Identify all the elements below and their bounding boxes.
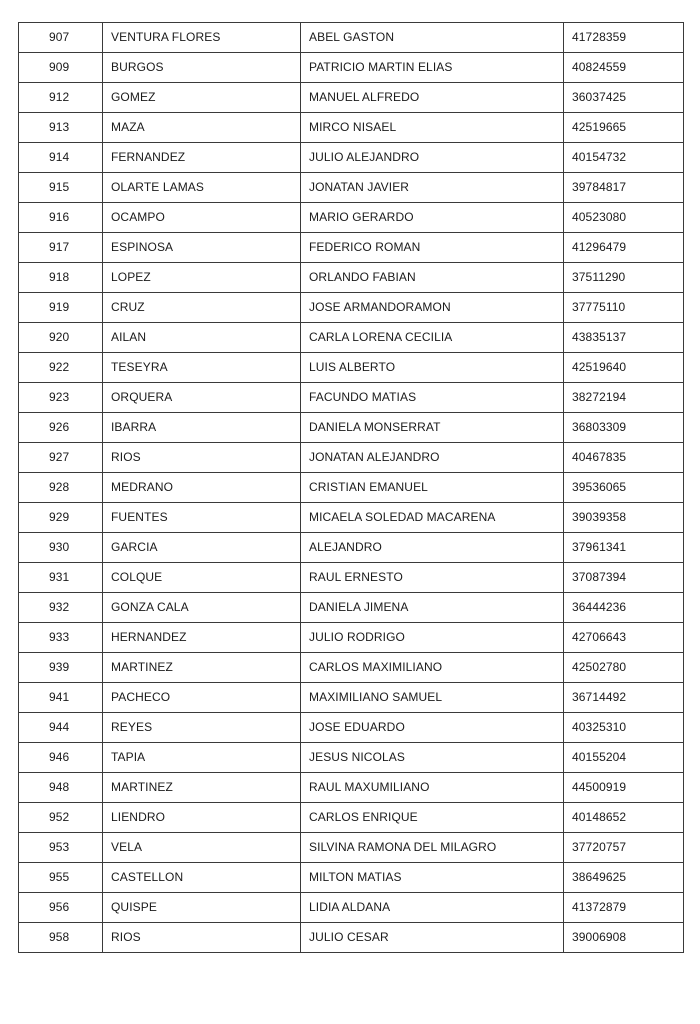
row-number-cell: 918 — [19, 263, 103, 293]
row-number-cell: 917 — [19, 233, 103, 263]
table-row — [19, 923, 684, 953]
row-number-cell: 922 — [19, 353, 103, 383]
row-number-cell: 946 — [19, 743, 103, 773]
row-number-cell: 955 — [19, 863, 103, 893]
dni-cell: 38272194 — [564, 383, 684, 413]
row-number-cell: 939 — [19, 653, 103, 683]
row-number-cell: 958 — [19, 923, 103, 953]
given-names-cell: JOSE EDUARDO — [301, 713, 564, 743]
table-row — [19, 53, 684, 83]
surname-cell: CRUZ — [103, 293, 301, 323]
table-row — [19, 293, 684, 323]
row-number-cell: 909 — [19, 53, 103, 83]
surname-cell: GOMEZ — [103, 83, 301, 113]
surname-cell: VENTURA FLORES — [103, 23, 301, 53]
table-row — [19, 683, 684, 713]
given-names-cell: MANUEL ALFREDO — [301, 83, 564, 113]
given-names-cell: RAUL MAXUMILIANO — [301, 773, 564, 803]
table-row — [19, 773, 684, 803]
row-number-cell: 913 — [19, 113, 103, 143]
row-number-cell: 933 — [19, 623, 103, 653]
surname-cell: OCAMPO — [103, 203, 301, 233]
given-names-cell: ALEJANDRO — [301, 533, 564, 563]
dni-cell: 38649625 — [564, 863, 684, 893]
given-names-cell: MILTON MATIAS — [301, 863, 564, 893]
surname-cell: VELA — [103, 833, 301, 863]
given-names-cell: ORLANDO FABIAN — [301, 263, 564, 293]
given-names-cell: LIDIA ALDANA — [301, 893, 564, 923]
surname-cell: MARTINEZ — [103, 773, 301, 803]
dni-cell: 40467835 — [564, 443, 684, 473]
dni-cell: 37087394 — [564, 563, 684, 593]
table-row — [19, 653, 684, 683]
surname-cell: MARTINEZ — [103, 653, 301, 683]
table-row — [19, 83, 684, 113]
surname-cell: COLQUE — [103, 563, 301, 593]
row-number-cell: 927 — [19, 443, 103, 473]
dni-cell: 36803309 — [564, 413, 684, 443]
dni-cell: 41728359 — [564, 23, 684, 53]
table-row — [19, 713, 684, 743]
row-number-cell: 907 — [19, 23, 103, 53]
dni-cell: 37961341 — [564, 533, 684, 563]
given-names-cell: FEDERICO ROMAN — [301, 233, 564, 263]
surname-cell: RIOS — [103, 443, 301, 473]
table-row — [19, 323, 684, 353]
row-number-cell: 926 — [19, 413, 103, 443]
row-number-cell: 912 — [19, 83, 103, 113]
table-row — [19, 173, 684, 203]
roster-body — [19, 23, 684, 953]
row-number-cell: 923 — [19, 383, 103, 413]
dni-cell: 39006908 — [564, 923, 684, 953]
given-names-cell: MARIO GERARDO — [301, 203, 564, 233]
table-row — [19, 803, 684, 833]
row-number-cell: 932 — [19, 593, 103, 623]
given-names-cell: JONATAN ALEJANDRO — [301, 443, 564, 473]
dni-cell: 39536065 — [564, 473, 684, 503]
row-number-cell: 928 — [19, 473, 103, 503]
table-row — [19, 563, 684, 593]
surname-cell: LIENDRO — [103, 803, 301, 833]
given-names-cell: JULIO RODRIGO — [301, 623, 564, 653]
table-row — [19, 533, 684, 563]
row-number-cell: 930 — [19, 533, 103, 563]
surname-cell: LOPEZ — [103, 263, 301, 293]
table-row — [19, 623, 684, 653]
surname-cell: GONZA CALA — [103, 593, 301, 623]
dni-cell: 43835137 — [564, 323, 684, 353]
row-number-cell: 919 — [19, 293, 103, 323]
surname-cell: CASTELLON — [103, 863, 301, 893]
row-number-cell: 953 — [19, 833, 103, 863]
dni-cell: 36714492 — [564, 683, 684, 713]
table-row — [19, 113, 684, 143]
row-number-cell: 952 — [19, 803, 103, 833]
surname-cell: REYES — [103, 713, 301, 743]
given-names-cell: JULIO ALEJANDRO — [301, 143, 564, 173]
surname-cell: AILAN — [103, 323, 301, 353]
row-number-cell: 944 — [19, 713, 103, 743]
given-names-cell: CARLOS ENRIQUE — [301, 803, 564, 833]
roster-table — [18, 22, 684, 953]
dni-cell: 36037425 — [564, 83, 684, 113]
surname-cell: PACHECO — [103, 683, 301, 713]
dni-cell: 37775110 — [564, 293, 684, 323]
row-number-cell: 948 — [19, 773, 103, 803]
surname-cell: HERNANDEZ — [103, 623, 301, 653]
dni-cell: 40155204 — [564, 743, 684, 773]
surname-cell: QUISPE — [103, 893, 301, 923]
row-number-cell: 914 — [19, 143, 103, 173]
surname-cell: RIOS — [103, 923, 301, 953]
table-row — [19, 203, 684, 233]
row-number-cell: 929 — [19, 503, 103, 533]
dni-cell: 42519665 — [564, 113, 684, 143]
table-row — [19, 263, 684, 293]
dni-cell: 40523080 — [564, 203, 684, 233]
given-names-cell: RAUL ERNESTO — [301, 563, 564, 593]
row-number-cell: 915 — [19, 173, 103, 203]
given-names-cell: CRISTIAN EMANUEL — [301, 473, 564, 503]
surname-cell: TAPIA — [103, 743, 301, 773]
table-row — [19, 233, 684, 263]
table-row — [19, 443, 684, 473]
dni-cell: 37511290 — [564, 263, 684, 293]
dni-cell: 42502780 — [564, 653, 684, 683]
table-row — [19, 413, 684, 443]
given-names-cell: JESUS NICOLAS — [301, 743, 564, 773]
dni-cell: 40148652 — [564, 803, 684, 833]
given-names-cell: MAXIMILIANO SAMUEL — [301, 683, 564, 713]
surname-cell: OLARTE LAMAS — [103, 173, 301, 203]
surname-cell: GARCIA — [103, 533, 301, 563]
dni-cell: 39784817 — [564, 173, 684, 203]
surname-cell: TESEYRA — [103, 353, 301, 383]
surname-cell: ORQUERA — [103, 383, 301, 413]
surname-cell: FERNANDEZ — [103, 143, 301, 173]
surname-cell: MEDRANO — [103, 473, 301, 503]
given-names-cell: LUIS ALBERTO — [301, 353, 564, 383]
table-row — [19, 833, 684, 863]
given-names-cell: ABEL GASTON — [301, 23, 564, 53]
row-number-cell: 931 — [19, 563, 103, 593]
given-names-cell: MIRCO NISAEL — [301, 113, 564, 143]
surname-cell: IBARRA — [103, 413, 301, 443]
given-names-cell: CARLA LORENA CECILIA — [301, 323, 564, 353]
dni-cell: 40325310 — [564, 713, 684, 743]
given-names-cell: SILVINA RAMONA DEL MILAGRO — [301, 833, 564, 863]
dni-cell: 40824559 — [564, 53, 684, 83]
dni-cell: 36444236 — [564, 593, 684, 623]
dni-cell: 37720757 — [564, 833, 684, 863]
given-names-cell: JULIO CESAR — [301, 923, 564, 953]
dni-cell: 40154732 — [564, 143, 684, 173]
surname-cell: FUENTES — [103, 503, 301, 533]
given-names-cell: CARLOS MAXIMILIANO — [301, 653, 564, 683]
row-number-cell: 920 — [19, 323, 103, 353]
row-number-cell: 916 — [19, 203, 103, 233]
table-row — [19, 503, 684, 533]
dni-cell: 42706643 — [564, 623, 684, 653]
given-names-cell: PATRICIO MARTIN ELIAS — [301, 53, 564, 83]
dni-cell: 41296479 — [564, 233, 684, 263]
table-row — [19, 383, 684, 413]
table-row — [19, 743, 684, 773]
given-names-cell: MICAELA SOLEDAD MACARENA — [301, 503, 564, 533]
table-row — [19, 593, 684, 623]
given-names-cell: JOSE ARMANDORAMON — [301, 293, 564, 323]
surname-cell: ESPINOSA — [103, 233, 301, 263]
dni-cell: 41372879 — [564, 893, 684, 923]
given-names-cell: FACUNDO MATIAS — [301, 383, 564, 413]
given-names-cell: DANIELA JIMENA — [301, 593, 564, 623]
dni-cell: 42519640 — [564, 353, 684, 383]
table-row — [19, 893, 684, 923]
row-number-cell: 941 — [19, 683, 103, 713]
row-number-cell: 956 — [19, 893, 103, 923]
surname-cell: BURGOS — [103, 53, 301, 83]
given-names-cell: DANIELA MONSERRAT — [301, 413, 564, 443]
given-names-cell: JONATAN JAVIER — [301, 173, 564, 203]
table-row — [19, 23, 684, 53]
table-row — [19, 473, 684, 503]
table-row — [19, 353, 684, 383]
table-row — [19, 143, 684, 173]
surname-cell: MAZA — [103, 113, 301, 143]
table-row — [19, 863, 684, 893]
dni-cell: 39039358 — [564, 503, 684, 533]
dni-cell: 44500919 — [564, 773, 684, 803]
